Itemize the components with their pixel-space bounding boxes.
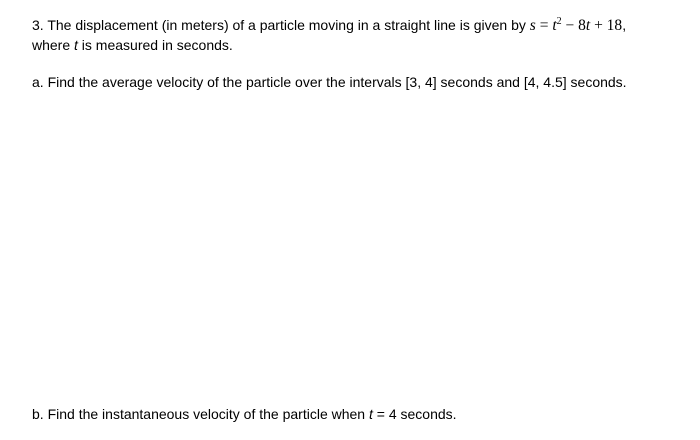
displacement-equation [530,17,622,34]
equation-minus-term: − 8 [561,17,586,34]
question-intro-text: 3. The displacement (in meters) of a particle moving in a straight line is given by [32,17,530,33]
question-statement-line-1 [32,16,626,35]
equation-exponent: 2 [556,16,562,27]
part-b-text-end: = 4 seconds. [372,406,457,422]
question-line2-end: is measured in seconds. [77,37,233,53]
question-line2-start: where [32,37,75,53]
equation-lhs: s [529,17,536,34]
equation-t-var-2: t [585,17,591,34]
equation-equals: = [535,17,553,34]
question-line2-var: t [74,37,78,53]
part-b-var: t [368,406,373,422]
equation-plus-term: + 18 [590,17,623,34]
part-b-text-start: b. Find the instantaneous velocity of the particle when [32,406,369,422]
part-a-question: a. Find the average velocity of the particle over the intervals [3, 4] seconds and [4, 4.5] seconds. [32,74,627,90]
part-b-question [32,405,457,423]
question-statement-line-2 [32,36,233,54]
equation-t-var: t [552,17,557,34]
question-line1-end: , [622,17,627,33]
